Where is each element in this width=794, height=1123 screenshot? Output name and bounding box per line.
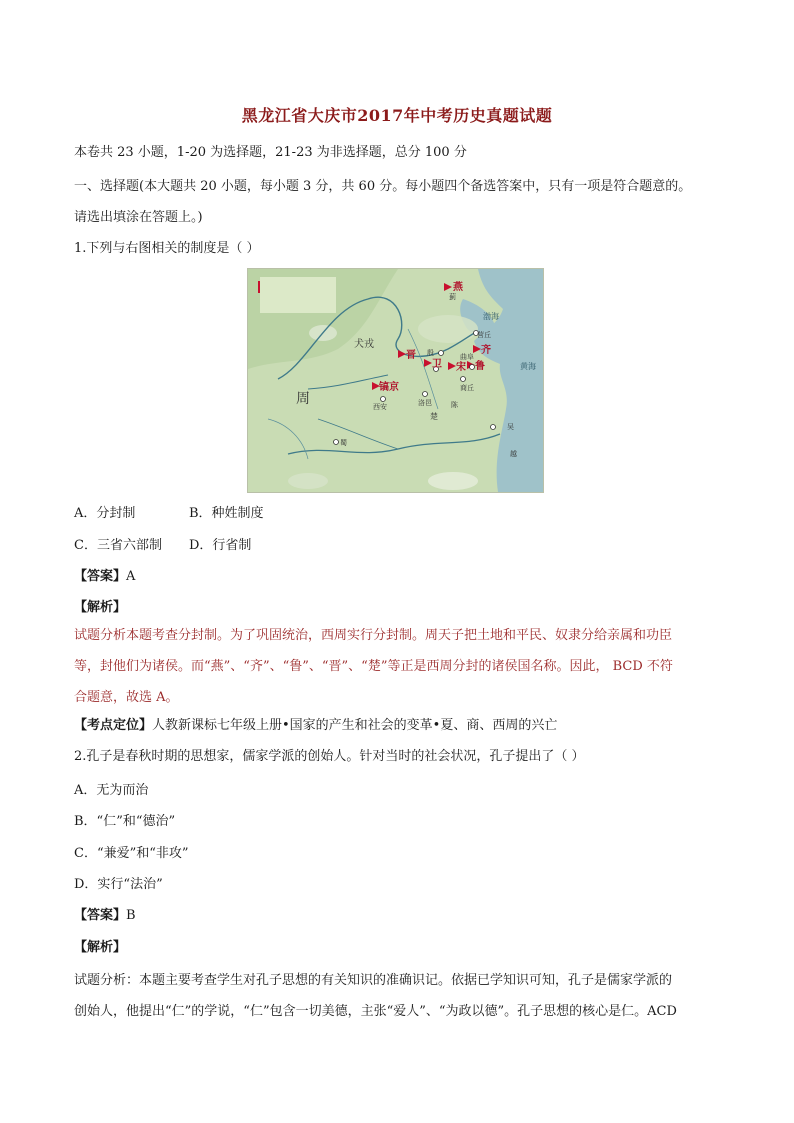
map-label-chen: 陈 [451,401,458,409]
question-1-stem: 1.下列与右图相关的制度是（ ） [74,241,260,256]
q1-option-a: A．分封制 [74,506,136,521]
map-label-jin: 晋 [406,350,416,361]
q1-analysis-line-2: 等，封他们为诸侯。而“燕”、“齐”、“鲁”、“晋”、“楚”等正是西周分封的诸侯国名称。因此， BCD 不符 [74,659,673,674]
map-label-zhou: 周 [296,391,310,407]
section-instructions-cont: 请选出填涂在答题上。) [74,210,203,225]
exam-intro: 本卷共 23 小题，1-20 为选择题，21-23 为非选择题，总分 100 分 [74,145,467,160]
map-label-lu: 鲁 [475,361,485,372]
q1-analysis-label: 【解析】 [74,600,127,615]
map-label-yue: 越 [510,450,517,458]
map-label-qufu: 曲阜 [460,353,474,361]
q2-option-c: C．“兼爱”和“非攻” [74,846,189,861]
map-label-song: 宋 [456,362,466,373]
q1-analysis-line-1: 试题分析本题考查分封制。为了巩固统治，西周实行分封制。周天子把土地和平民、奴隶分给亲属和功臣 [74,628,673,643]
q1-knowledge-point [74,717,557,735]
map-label-wu: 吴 [507,423,514,431]
map-label-yingqiu: 营丘 [477,331,491,339]
map-label-xian: 西安 [373,403,387,411]
q1-point-label: 【考点定位】 [74,718,153,733]
section-instructions: 一、选择题(本大题共 20 小题，每小题 3 分，共 60 分。每小题四个备选答案中，只有一项是符合题意的。 [74,179,692,194]
q2-answer-label: 【答案】 [74,908,127,923]
map-label-huanghai: 黄海 [520,362,536,371]
map-label-qi: 齐 [481,345,491,356]
q1-analysis-line-3: 合题意，故选 A。 [74,690,179,705]
map-label-bohai: 渤海 [483,312,499,321]
q1-answer-label: 【答案】 [74,569,127,584]
q1-option-c: C．三省六部制 [74,538,162,553]
q2-analysis-line-1: 试题分析：本题主要考查学生对孔子思想的有关知识的准确识记。依据已学知识可知，孔子是儒家学派的 [74,973,673,988]
q2-answer [74,907,136,925]
q1-point-text: 人教新课标七年级上册•国家的产生和社会的变革•夏、商、西周的兴亡 [152,718,558,733]
q1-option-b: B．种姓制度 [189,506,264,521]
map-label-luoyi: 洛邑 [418,399,432,407]
question-2-stem: 2.孔子是春秋时期的思想家，儒家学派的创始人。针对当时的社会状况，孔子提出了（ ） [74,749,585,764]
q2-answer-value: B [126,908,136,923]
map-label-wei: 卫 [432,359,442,370]
q2-option-b: B．“仁”和“德治” [74,814,176,829]
western-zhou-map [247,268,544,493]
q2-analysis-line-2: 创始人，他提出“仁”的学说，“仁”包含一切美德，主张“爱人”、“为政以德”。孔子思想的核心是仁。ACD [74,1004,677,1019]
q1-answer [74,568,135,586]
map-figure [248,269,543,492]
map-label-yan: 燕 [453,282,463,293]
q2-option-a: A．无为而治 [74,783,149,798]
q1-option-d: D．行省制 [189,538,252,553]
q1-answer-value: A [126,569,136,584]
map-label-quanrong: 犬戎 [354,339,374,350]
q2-analysis-label: 【解析】 [74,940,127,955]
map-label-yin: 殷 [427,349,434,357]
q2-option-d: D．实行“法治” [74,877,163,892]
map-label-shangqiu: 商丘 [460,384,474,392]
page-title: 黑龙江省大庆市2017年中考历史真题试题 [241,106,553,125]
map-label-haojing: 镐京 [379,382,399,393]
map-label-ji: 蓟 [449,293,456,301]
map-label-shu: 蜀 [340,439,347,447]
map-label-chu: 楚 [430,412,438,421]
